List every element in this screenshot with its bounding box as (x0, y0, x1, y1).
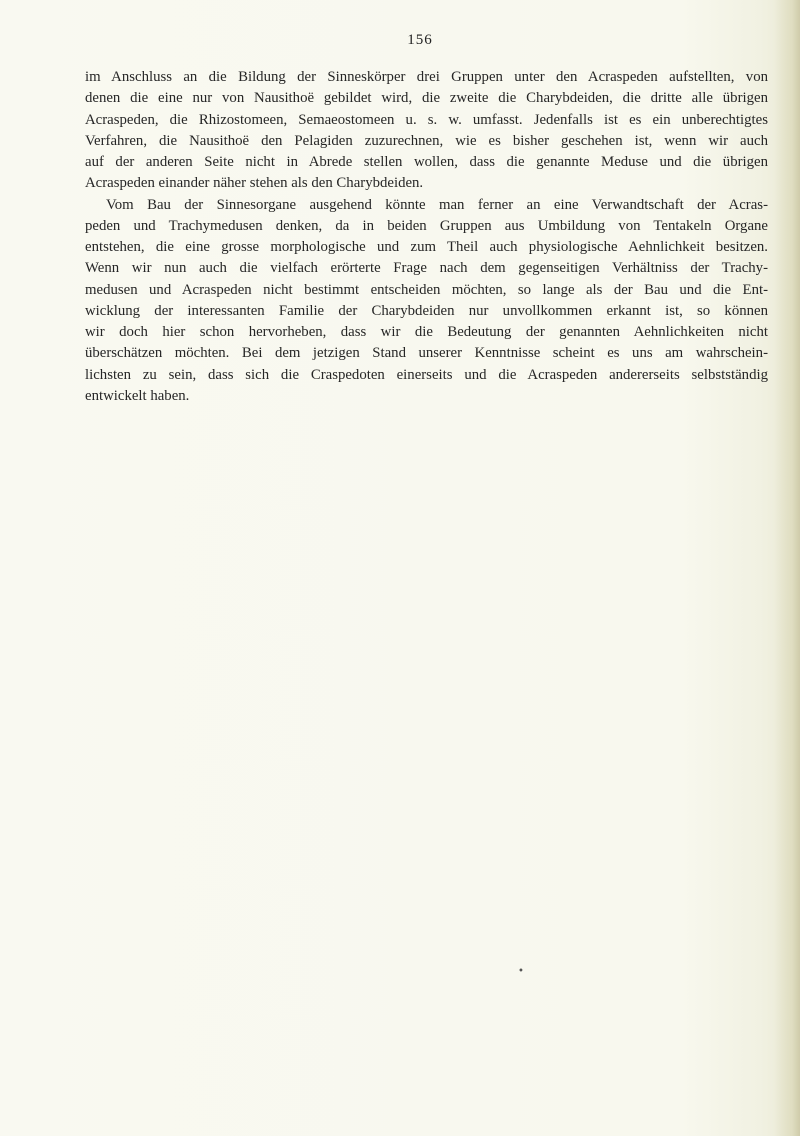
text-line: Acraspeden einander näher stehen als den Charybdeiden. (85, 175, 424, 192)
text-line: medusen und Acraspeden nicht bestimmt entscheiden möchten, so lange als der Bau und die Ent- (85, 281, 768, 298)
text-line: auf der anderen Seite nicht in Abrede stellen wollen, dass die genannte Meduse und die übrigen (85, 154, 768, 170)
text-line: im Anschluss an die Bildung der Sinneskörper drei Gruppen unter den Acraspeden aufstellten, von (85, 69, 768, 85)
text-line: wicklung der interessanten Familie der Charybdeiden nur unvollkommen erkannt ist, so können (85, 302, 768, 319)
text-line: peden und Trachymedusen denken, da in beiden Gruppen aus Umbildung von Tentakeln Organe (85, 217, 768, 234)
body-text (85, 67, 768, 407)
text-line: Wenn wir nun auch die vielfach erörterte Frage nach dem gegenseitigen Verhältniss der Trachy- (85, 260, 768, 277)
text-line: wir doch hier schon hervorheben, dass wir die Bedeutung der genannten Aehnlichkeiten nicht (85, 324, 768, 340)
page-edge-shadow (774, 0, 800, 1136)
text-line: denen die eine nur von Nausithoë gebildet wird, die zweite die Charybdeiden, die dritte alle übrigen (85, 90, 768, 107)
ink-speck: • (518, 966, 524, 977)
text-line: überschätzen möchten. Bei dem jetzigen Stand unserer Kenntnisse scheint es uns am wahrschein- (85, 345, 768, 362)
text-line: entstehen, die eine grosse morphologische und zum Theil auch physiologische Aehnlichkeit besitzen. (85, 239, 768, 255)
text-line: Vom Bau der Sinnesorgane ausgehend könnte man ferner an eine Verwandtschaft der Acras- (106, 196, 768, 213)
text-line: Acraspeden, die Rhizostomeen, Semaeostomeen u. s. w. umfasst. Jedenfalls ist es ein unberechtigtes (85, 111, 768, 128)
text-line: lichsten zu sein, dass sich die Craspedoten einerseits und die Acraspeden andererseits selbstständig (85, 366, 768, 383)
text-line: Verfahren, die Nausithoë den Pelagiden zuzurechnen, wie es bisher geschehen ist, wenn wir auch (85, 132, 768, 149)
text-line: entwickelt haben. (85, 387, 190, 404)
page-number: 156 (407, 32, 433, 48)
